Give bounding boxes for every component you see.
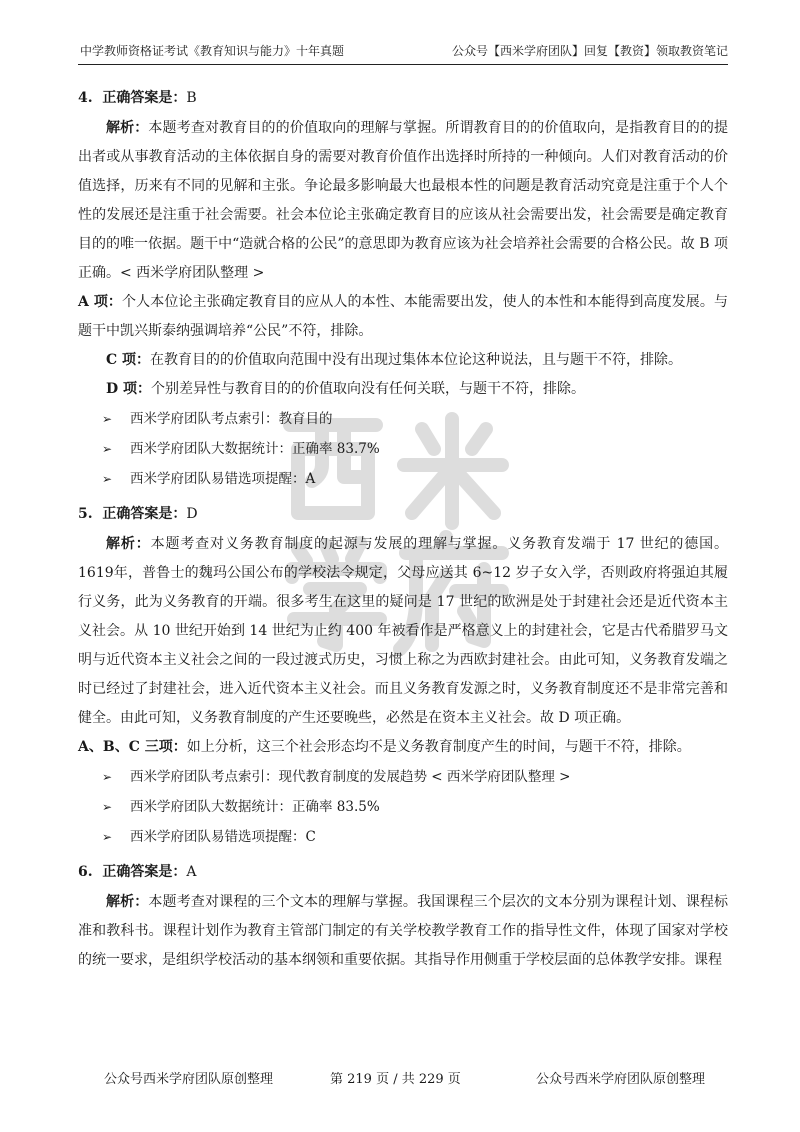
header-title: 中学教师资格证考试《教育知识与能力》十年真题 [80,44,345,58]
arrow-bullet-icon: ➢ [102,800,113,814]
page-number: 第 219 页 / 共 229 页 [330,1072,461,1087]
note-bullet: ➢ 西米学府团队考点索引：现代教育制度的发展趋势 < 西米学府团队整理 > [78,762,728,792]
option-explanation: D 项：个别差异性与教育目的的价值取向没有任何关联，与题干不符，排除。 [106,381,586,397]
question-6 [78,860,728,975]
correct-answer: B [186,90,197,106]
option-explanation: A、B、C 三项：如上分析，这三个社会形态均不是义务教育制度产生的时间，与题干不符，排除。 [78,739,691,755]
page-footer [0,1068,800,1092]
note-bullet: ➢ 西米学府团队易错选项提醒：C [78,822,728,852]
note-bullet: ➢ 西米学府团队考点索引：教育目的 [78,404,728,434]
question-header: 6. 正确答案是：A [78,864,197,880]
footer-left: 公众号西米学府团队原创整理 [104,1072,274,1087]
option-explanation: C 项：在教育目的的价值取向范围中没有出现过集体本位论这种说法，且与题干不符，排除。 [106,352,683,368]
arrow-bullet-icon: ➢ [102,472,113,486]
option-explanation: A 项：个人本位论主张确定教育目的应从人的本性、本能需要出发，使人的本性和本能得到高度发展。与题干中凯兴斯泰纳强调培养“公民”不符，排除。 [78,294,728,339]
note-bullet: ➢ 西米学府团队大数据统计：正确率 83.5% [78,792,728,822]
question-header: 4. 正确答案是：B [78,90,197,106]
analysis-paragraph: 解析：本题考查对义务教育制度的起源与发展的理解与掌握。义务教育发端于 17 世纪的德国。1619年，普鲁士的魏玛公国公布的学校法令规定，父母应送其 6~12 岁子女入学，否则政府将强迫其履行义务，此为义务教育的开端。很多考生在这里的疑问是 17 世纪的欧洲是处于封建社会还是近代资本主义社会。从 10 世纪开始到 14 世纪为止约 400 年被看作是严格意义上的封建社会，它是古代希腊罗马文明与近代资本主义社会之间的一段过渡式历史，习惯上称之为西欧封建社会。由此可知，义务教育发端之时已经过了封建社会，进入近代资本主义社会。而且义务教育发源之时，义务教育制度还不是非常完善和健全。由此可知，义务教育制度的产生还要晚些，必然是在资本主义社会。故 D 项正确。 [78,536,729,726]
page-header [78,40,728,65]
page-content [78,78,728,975]
question-header: 5. 正确答案是：D [78,506,198,522]
footer-right: 公众号西米学府团队原创整理 [536,1072,706,1087]
correct-answer: D [186,506,198,522]
analysis-paragraph: 解析：本题考查对教育目的的价值取向的理解与掌握。所谓教育目的的价值取向，是指教育目的的提出者或从事教育活动的主体依据自身的需要对教育价值作出选择时所持的一种倾向。人们对教育活动的价值选择，历来有不同的见解和主张。争论最多影响最大也最根本性的问题是教育活动究竟是注重于个人个性的发展还是注重于社会需要。社会本位论主张确定教育目的应该从社会需要出发，社会需要是确定教育目的的唯一依据。题干中“造就合格的公民”的意思即为教育应该为社会培养社会需要的合格公民。故 B 项正确。< 西米学府团队整理 > [78,120,729,281]
correct-answer: A [186,864,197,880]
arrow-bullet-icon: ➢ [102,442,113,456]
arrow-bullet-icon: ➢ [102,830,113,844]
note-bullet: ➢ 西米学府团队大数据统计：正确率 83.7% [78,434,728,464]
question-5 [78,502,728,852]
analysis-paragraph: 解析：本题考查对课程的三个文本的理解与掌握。我国课程三个层次的文本分别为课程计划、课程标准和教科书。课程计划作为教育主管部门制定的有关学校教学教育工作的指导性文件，体现了国家对学校的统一要求，是组织学校活动的基本纲领和重要依据。其指导作用侧重于学校层面的总体教学安排。课程 [78,894,729,968]
header-promo: 公众号【西米学府团队】回复【教资】领取教资笔记 [451,44,728,58]
arrow-bullet-icon: ➢ [102,770,113,784]
arrow-bullet-icon: ➢ [102,412,113,426]
question-4 [78,86,728,494]
note-bullet: ➢ 西米学府团队易错选项提醒：A [78,464,728,494]
